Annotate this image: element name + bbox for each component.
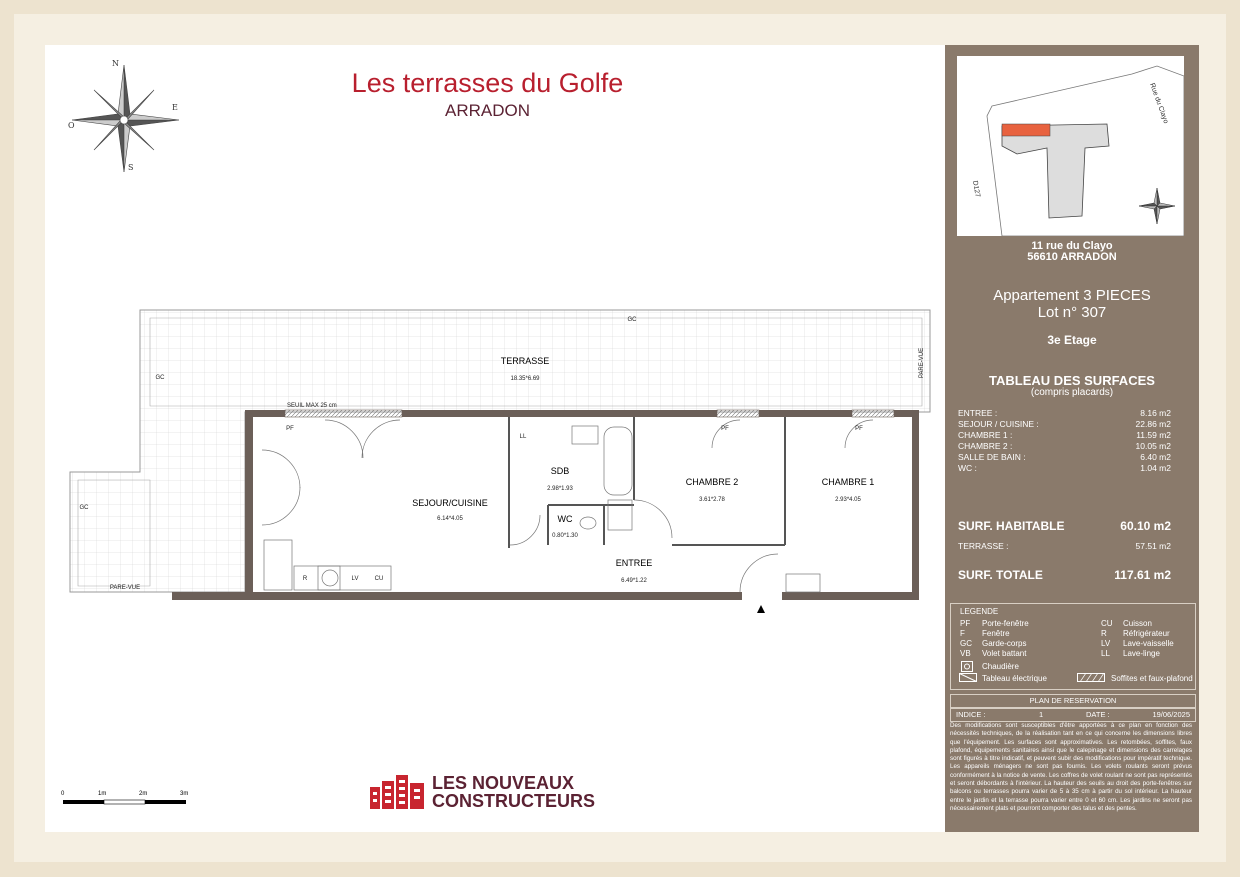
map-street-label: Rue du Clayo <box>1148 82 1170 125</box>
location-map <box>957 56 1184 236</box>
sejour-label: SEJOUR/CUISINE <box>412 498 488 508</box>
terrasse-label: TERRASSE <box>500 356 550 366</box>
legend-item: VB Volet battant <box>960 649 1027 658</box>
surface-totale: SURF. TOTALE 117.61 m2 <box>958 568 1171 582</box>
surface-table-subtitle: (compris placards) <box>1030 387 1114 398</box>
scale-1: 1m <box>98 791 107 797</box>
scale-bar <box>60 788 195 810</box>
lv-label: LV <box>351 576 359 582</box>
scale-0: 0 <box>61 791 65 797</box>
legend-title: LEGENDE <box>960 607 999 616</box>
soffites-hatch-icon <box>1077 673 1105 682</box>
gc-top: GC <box>627 317 637 323</box>
pare-vue-right: PARE-VUE <box>919 347 925 379</box>
brand-logo <box>370 774 595 810</box>
disclaimer-text: Des modifications sont susceptibles d'être apportées à ce plan en fonction des nécessités techniques, de la réalisation tant en ce qui concerne les dimensions libres que l'équipement. Les surfaces sont approximatives. Les retombées, soffites, faux plafond, équipements sanitaires ainsi que le calepinage et dimensions des carrelages sont figurés à titre indicatif, et peuvent subir des modifications pour impératif technique. Les appareils ménagers ne sont pas fournis. Les volets roulants seront prévus conformément à la notice de vente. Les coffres de volet roulant ne sont pas représentés et seront débordants à l'intérieur. La hauteur des seuils au droit des porte-fenêtres sur balcons ou terrasses pourra varier de 5 à 35 cm à partir du sol intérieur. La hauteur entre le jardin et la terrasse pourra varier entre 0 et 60 cm. Les jardins ne seront pas nécessairement plats et pourront comporter des talus et des pentes. <box>950 722 1192 812</box>
entree-dim: 6.49*1.22 <box>621 578 647 584</box>
address-line-1: 11 rue du Clayo <box>1031 240 1113 252</box>
project-city: ARRADON <box>444 101 530 120</box>
wc-dim: 0.80*1.30 <box>552 533 578 539</box>
surface-row: WC : 1.04 m2 <box>958 463 1171 473</box>
sdb-dim: 2.98*1.93 <box>547 486 573 492</box>
pf-2: PF <box>721 426 729 432</box>
compass-e: E <box>172 103 178 112</box>
gc-bottom-left: GC <box>79 505 89 511</box>
r-label: R <box>302 576 308 582</box>
brand-line-2: CONSTRUCTEURS <box>432 791 596 811</box>
compass-n: N <box>112 59 119 68</box>
surface-row: CHAMBRE 1 : 11.59 m2 <box>958 430 1171 440</box>
terrasse-surface: TERRASSE : 57.51 m2 <box>958 541 1171 551</box>
chambre2-dim: 3.61*2.78 <box>699 497 725 503</box>
scale-2: 2m <box>139 791 148 797</box>
apartment-type: Appartement 3 PIECES <box>993 287 1151 304</box>
sdb-label: SDB <box>550 466 570 476</box>
chambre1-dim: 2.93*4.05 <box>835 497 861 503</box>
chaudiere-icon <box>961 661 973 672</box>
ll-label: LL <box>519 434 527 440</box>
tableau-electrique-icon <box>959 673 977 682</box>
info-panel <box>945 45 1199 832</box>
chambre1-label: CHAMBRE 1 <box>821 477 875 487</box>
surface-row: ENTREE : 8.16 m2 <box>958 408 1171 418</box>
lot-number: Lot n° 307 <box>1037 304 1107 321</box>
floor-level: 3e Etage <box>1047 333 1097 347</box>
gc-left: GC <box>155 375 165 381</box>
pf-3: PF <box>855 426 863 432</box>
map-road-label: D127 <box>971 180 981 198</box>
terrasse-dim: 18.35*6.69 <box>510 376 540 382</box>
surface-table-title: TABLEAU DES SURFACES <box>989 373 1155 388</box>
address-line-2: 56610 ARRADON <box>1027 251 1117 263</box>
surface-row: CHAMBRE 2 : 10.05 m2 <box>958 441 1171 451</box>
legend-item: LL Lave-linge <box>1101 649 1160 658</box>
surface-habitable: SURF. HABITABLE 60.10 m2 <box>958 519 1171 533</box>
legend-chaudiere: Chaudière <box>982 662 1019 671</box>
plan-reservation-label: PLAN DE RESERVATION <box>950 694 1196 708</box>
legend-item: PF Porte-fenêtre <box>960 619 1029 628</box>
chambre2-label: CHAMBRE 2 <box>685 477 739 487</box>
cu-label: CU <box>374 576 384 582</box>
sejour-dim: 6.14*4.05 <box>437 516 463 522</box>
site-plan-icon <box>957 56 1184 236</box>
legend-item: GC Garde-corps <box>960 639 1027 648</box>
surface-row: SEJOUR / CUISINE : 22.86 m2 <box>958 419 1171 429</box>
legend-soffites: Soffites et faux-plafond <box>1111 674 1193 683</box>
wc-label: WC <box>557 514 573 524</box>
seuil-label: SEUIL MAX 25 cm <box>287 403 337 409</box>
compass-s: S <box>128 163 134 172</box>
building-logo-icon <box>370 775 426 809</box>
legend-tableau: Tableau électrique <box>982 674 1047 683</box>
surface-row: SALLE DE BAIN : 6.40 m2 <box>958 452 1171 462</box>
brand-line-1: LES NOUVEAUX <box>432 773 575 793</box>
legend-item: CU Cuisson <box>1101 619 1152 628</box>
pf-1: PF <box>286 426 294 432</box>
project-title: Les terrasses du Golfe <box>351 68 624 98</box>
compass-o: O <box>68 121 75 130</box>
legend-item: F Fenêtre <box>960 629 1010 638</box>
entree-label: ENTREE <box>615 558 653 568</box>
pare-vue-bottom: PARE-VUE <box>109 585 141 591</box>
legend-item: LV Lave-vaisselle <box>1101 639 1174 648</box>
indice-date-row: INDICE : 1 DATE : 19/06/2025 <box>950 708 1196 722</box>
legend-item: R Réfrigérateur <box>1101 629 1170 638</box>
scale-3: 3m <box>180 791 189 797</box>
legend-box <box>950 603 1196 690</box>
